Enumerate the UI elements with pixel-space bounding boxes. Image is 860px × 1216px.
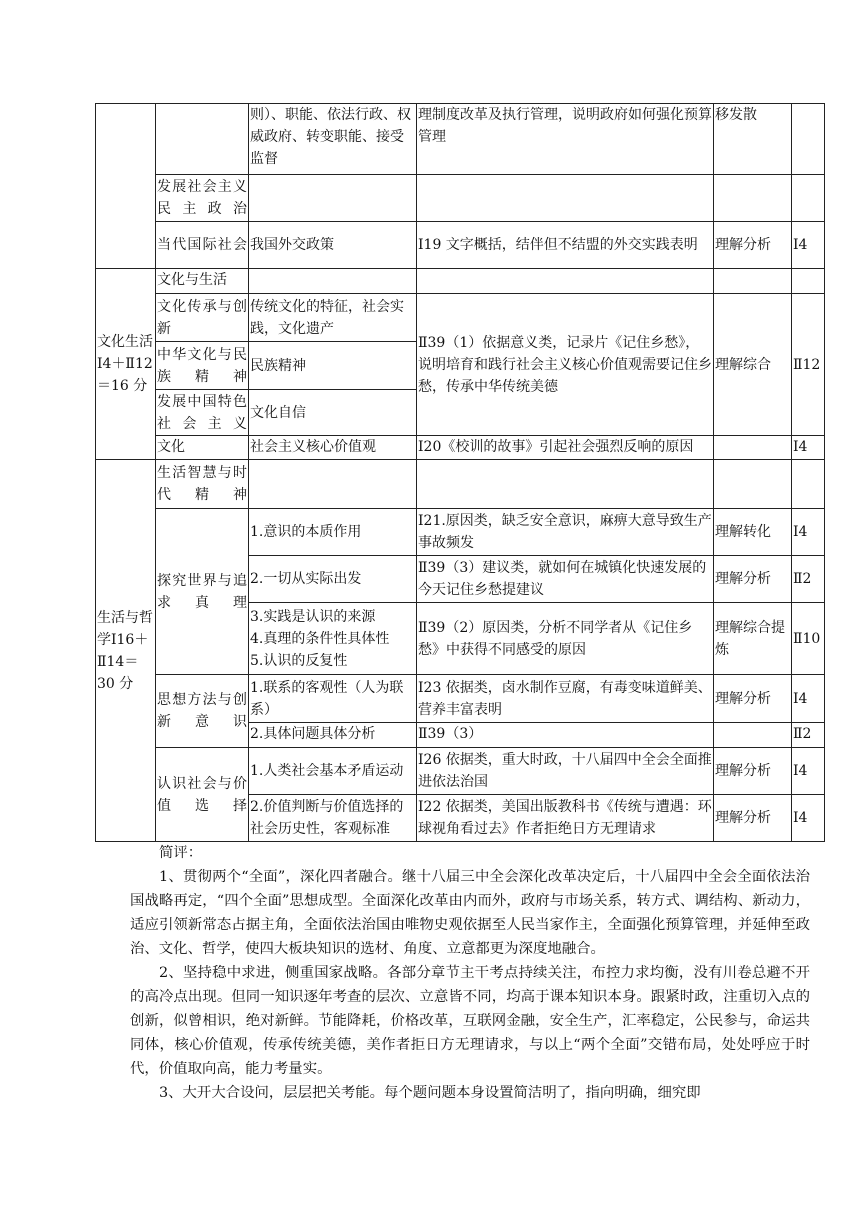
ability-cell: 理解分析 [714,795,792,842]
question-cell: Ⅰ22 依据类，美国出版教科书《传统与遭遇：环球视角看过去》作者拒绝日方无理请求 [417,795,714,842]
score-cell: Ⅰ4 [792,795,825,842]
knowledge-cell: 1.人类社会基本矛盾运动 [249,748,417,795]
question-cell [417,175,714,222]
question-cell: 理制度改革及执行管理，说明政府如何强化预算管理 [417,104,714,175]
knowledge-cell: 则）、职能、依法行政、权威政府、转变职能、接受监督 [249,104,417,175]
commentary-paragraph: 1、贯彻两个“全面”，深化四者融合。继十八届三中全会深化改革决定后，十八届四中全会全面依法治国战略再定，“四个全面”思想成型。全面深化改革由内而外，政府与市场关系，转方式、调结构、新动力，适应引领新常态占据主角，全面依法治国由唯物史观依据至人民当家作主，全面强化预算管理，并延伸至政治、文化、哲学，使四大板块知识的选材、角度、立意都更为深度地融合。 [130,869,810,957]
topic-cell: 探究世界与追求真理 [156,509,249,675]
knowledge-cell: 民族精神 [249,342,417,390]
ability-cell: 理解转化 [714,509,792,556]
ability-cell: 理解综合 [714,294,792,436]
knowledge-cell: 1.联系的客观性（人为联系） [249,675,417,723]
topic-cell: 文化传承与创新 [156,294,249,342]
score-cell: Ⅰ4 [792,675,825,723]
module-label: 生活与哲学Ⅰ16＋Ⅱ14＝30 分 [97,609,153,692]
score-cell: Ⅱ2 [792,723,825,748]
knowledge-cell: 传统文化的特征，社会实践，文化遗产 [249,294,417,342]
question-cell: Ⅰ20《校训的故事》引起社会强烈反响的原因 [417,436,714,460]
question-cell: Ⅰ23 依据类，卤水制作豆腐，有毒变味道鲜美、营养丰富表明 [417,675,714,723]
score-cell: Ⅰ4 [792,436,825,460]
score-cell: Ⅰ4 [792,222,825,269]
score-cell: Ⅱ2 [792,556,825,603]
knowledge-cell: 文化自信 [249,390,417,436]
ability-cell: 理解综合提炼 [714,603,792,675]
commentary-section [130,841,810,1105]
knowledge-cell [249,460,417,509]
knowledge-cell: 我国外交政策 [249,222,417,269]
ability-cell [714,723,792,748]
topic-cell: 思想方法与创新意识 [156,675,249,748]
topic-cell: 发展中国特色社会主义 [156,390,249,436]
knowledge-cell [249,175,417,222]
ability-cell: 理解分析 [714,556,792,603]
ability-cell [714,436,792,460]
module-cell [96,269,156,460]
ability-cell: 移发散 [714,104,792,175]
topic-cell: 当代国际社会 [156,222,249,269]
question-cell: Ⅰ26 依据类，重大时政，十八届四中全会全面推进依法治国 [417,748,714,795]
commentary-label: 简评： [159,845,203,861]
topic-cell: 中华文化与民族精神 [156,342,249,390]
question-cell: Ⅱ39（1）依据意义类，记录片《记住乡愁》，说明培育和践行社会主义核心价值观需要记住乡愁，传承中华传统美德 [417,294,714,436]
ability-cell [714,460,792,509]
topic-cell: 文化与生活 [156,269,249,294]
question-cell: Ⅱ39（3）建议类，就如何在城镇化快速发展的今天记住乡愁提建议 [417,556,714,603]
score-cell [792,104,825,175]
score-cell [792,175,825,222]
topic-cell: 文化 [156,436,249,460]
topic-cell: 认识社会与价值选择 [156,748,249,842]
ability-cell: 理解分析 [714,222,792,269]
score-cell: Ⅰ4 [792,509,825,556]
knowledge-cell: 2.价值判断与价值选择的社会历史性，客观标准 [249,795,417,842]
score-cell: Ⅱ10 [792,603,825,675]
question-cell: Ⅱ39（2）原因类，分析不同学者从《记住乡愁》中获得不同感受的原因 [417,603,714,675]
knowledge-cell [249,269,417,294]
question-cell [417,269,714,294]
score-cell: Ⅰ4 [792,748,825,795]
question-cell: Ⅰ19 文字概括，结伴但不结盟的外交实践表明 [417,222,714,269]
ability-cell: 理解分析 [714,675,792,723]
knowledge-cell: 社会主义核心价值观 [249,436,417,460]
topic-cell: 发展社会主义民主政治 [156,175,249,222]
knowledge-cell: 1.意识的本质作用 [249,509,417,556]
knowledge-cell: 2.一切从实际出发 [249,556,417,603]
score-cell: Ⅱ12 [792,294,825,436]
ability-cell [714,175,792,222]
module-cell [96,460,156,842]
ability-cell [714,269,792,294]
topic-cell [156,104,249,175]
question-cell [417,460,714,509]
commentary-paragraph: 3、大开大合设问，层层把关考能。每个题问题本身设置简洁明了，指向明确，细究即 [159,1085,701,1101]
knowledge-cell: 3.实践是认识的来源 4.真理的条件性具体性 5.认识的反复性 [249,603,417,675]
module-cell [96,104,156,269]
score-cell [792,269,825,294]
score-cell [792,460,825,509]
exam-analysis-table [95,103,825,842]
topic-cell: 生活智慧与时代精神 [156,460,249,509]
ability-cell: 理解分析 [714,748,792,795]
question-cell: Ⅱ39（3） [417,723,714,748]
knowledge-cell: 2.具体问题具体分析 [249,723,417,748]
question-cell: Ⅰ21.原因类，缺乏安全意识，麻痹大意导致生产事故频发 [417,509,714,556]
module-label: 文化生活Ⅰ4＋Ⅱ12＝16 分 [97,334,153,394]
commentary-paragraph: 2、坚持稳中求进，侧重国家战略。各部分章节主干考点持续关注，布控力求均衡，没有川卷总避不开的高冷点出现。但同一知识逐年考查的层次、立意皆不同，均高于课本知识本身。跟紧时政，注重切入点的创新，似曾相识，绝对新鲜。节能降耗，价格改革，互联网金融，安全生产，汇率稳定，公民参与，命运共同体，核心价值观，传承传统美德，美作者拒日方无理请求，与以上“两个全面”交错布局，处处呼应于时代，价值取向高，能力考量实。 [130,965,810,1077]
